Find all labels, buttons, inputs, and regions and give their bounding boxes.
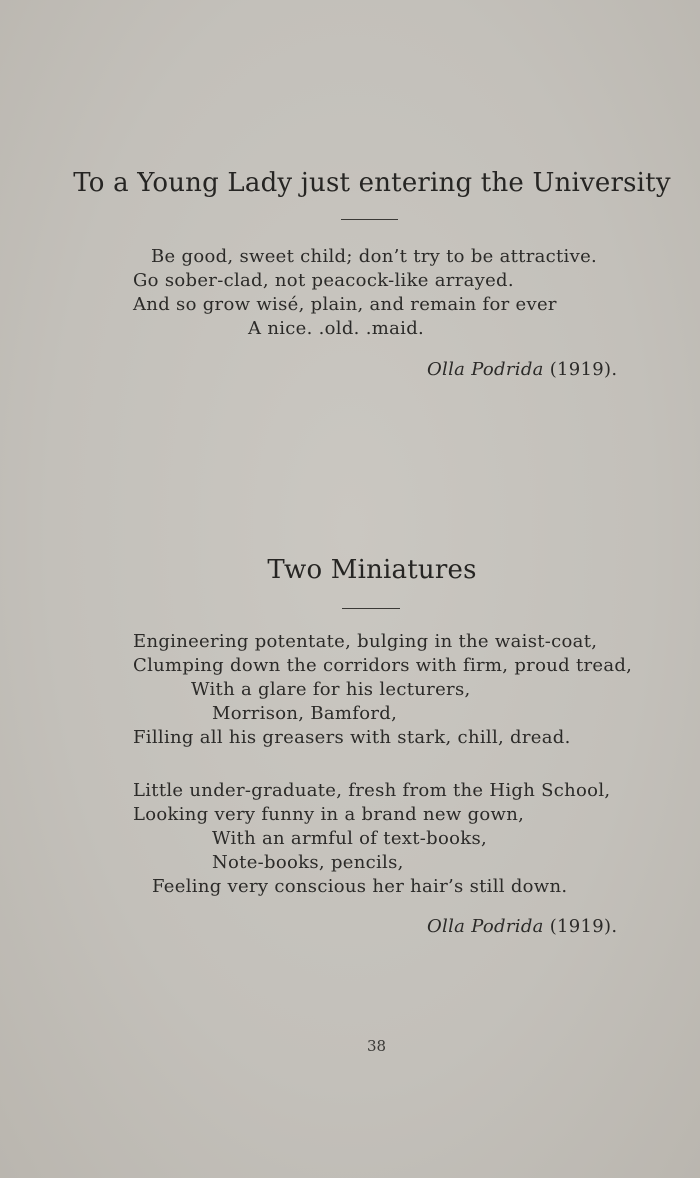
- title-divider: [341, 219, 398, 220]
- poem-line: Feeling very conscious her hair’s still down.: [152, 876, 568, 897]
- poem-line: Be good, sweet child; don’t try to be attractive.: [151, 246, 598, 267]
- title-divider: [342, 608, 400, 609]
- poem-line: With an armful of text-books,: [212, 828, 488, 849]
- poem-line: Clumping down the corridors with firm, proud tread,: [133, 655, 633, 676]
- source-magazine: Olla Podrida: [427, 359, 544, 380]
- poem-line: Filling all his greasers with stark, chill, dread.: [133, 727, 571, 748]
- poem-line: Note-books, pencils,: [212, 852, 404, 873]
- page-number: 38: [367, 1037, 387, 1055]
- poem-line: Go sober-clad, not peacock-like arrayed.: [133, 270, 514, 291]
- source-magazine: Olla Podrida: [427, 916, 544, 937]
- source-year: (1919).: [549, 916, 618, 937]
- poem-line: And so grow wisé, plain, and remain for ever: [133, 294, 557, 315]
- poem-line: Looking very funny in a brand new gown,: [133, 804, 525, 825]
- source-year: (1919).: [549, 359, 618, 380]
- poem-source: [427, 916, 617, 937]
- poem-title: To a Young Lady just entering the University: [73, 168, 671, 198]
- poem-line: With a glare for his lecturers,: [191, 679, 471, 700]
- poem-line: Little under-graduate, fresh from the High School,: [133, 780, 611, 801]
- poem-source: [427, 359, 617, 380]
- poem-line: Engineering potentate, bulging in the waist-coat,: [133, 631, 598, 652]
- poem-line: Morrison, Bamford,: [212, 703, 398, 724]
- poem-title: Two Miniatures: [267, 555, 477, 585]
- poem-line: A nice. .old. .maid.: [248, 318, 425, 339]
